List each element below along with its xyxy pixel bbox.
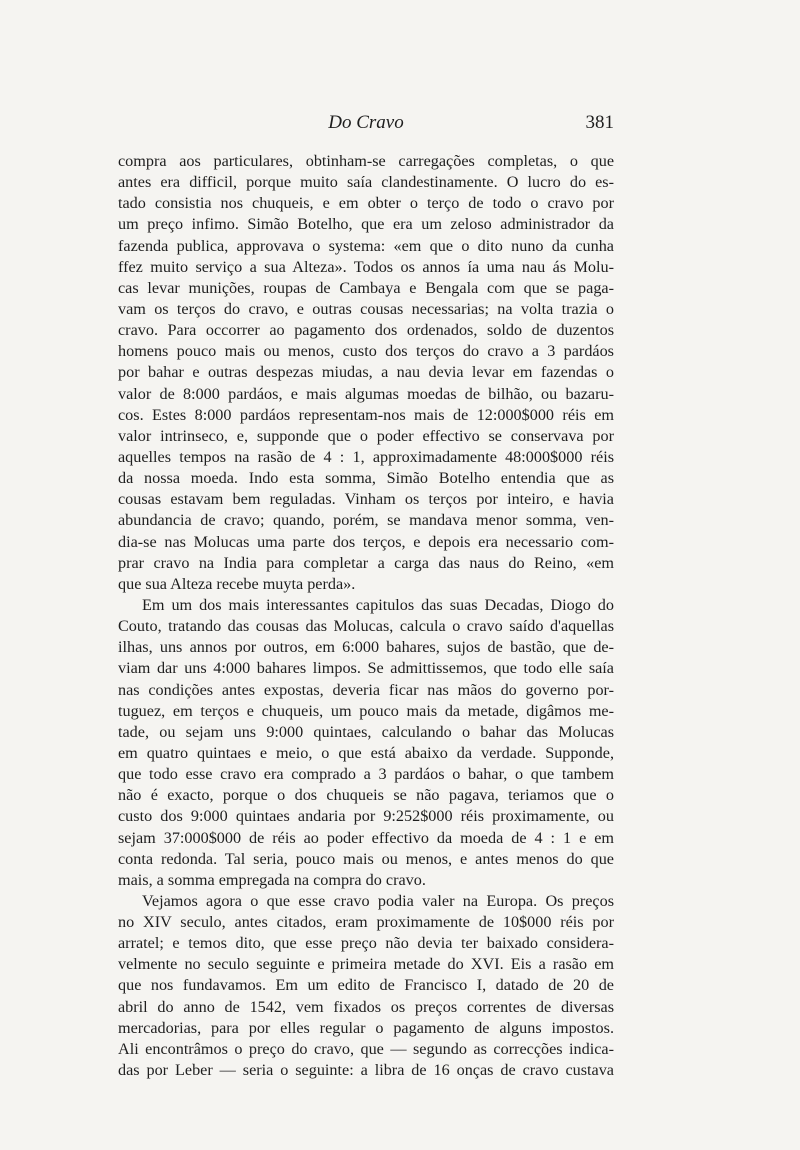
text-line: tado consistia nos chuqueis, e em obter o terço de todo o cravo por (118, 194, 614, 213)
text-line: cos. Estes 8:000 pardáos representam-nos mais de 12:000$000 réis em (118, 405, 614, 424)
text-line: custo dos 9:000 quintaes andaria por 9:252$000 réis proximamente, ou (118, 807, 614, 826)
text-line: tuguez, em terços e chuqueis, um pouco mais da metade, digâmos me- (118, 701, 614, 720)
text-line: que sua Alteza recebe muyta perda». (118, 574, 356, 593)
text-line: compra aos particulares, obtinham-se carregações completas, o que (118, 152, 614, 170)
text-line: sejam 37:000$000 de réis ao poder effectivo da moeda de 4 : 1 e em (118, 828, 614, 847)
text-line: arratel; e temos dito, que esse preço não devia ter baixado considera- (118, 934, 614, 953)
text-line: que todo esse cravo era comprado a 3 pardáos o bahar, o que tambem (118, 765, 614, 784)
body-text (118, 151, 614, 1081)
text-line: cas levar munições, roupas de Cambaya e Bengala com que se paga- (118, 278, 614, 297)
text-line: Vejamos agora o que esse cravo podia valer na Europa. Os preços (142, 891, 614, 910)
text-line: não é exacto, porque o dos chuqueis se não pagava, teriamos que o (118, 786, 614, 805)
text-line: em quatro quintaes e meio, o que está abaixo da verdade. Supponde, (118, 743, 614, 762)
text-line: dia-se nas Molucas uma parte dos terços, e depois era necessario com- (118, 532, 614, 551)
text-line: mercadorias, para por elles regular o pagamento de alguns impostos. (118, 1018, 614, 1037)
running-title: Do Cravo (328, 112, 404, 133)
text-line: por bahar e outras despezas miudas, a nau devia levar em fazendas o (118, 363, 614, 382)
text-line: valor intrinseco, e, supponde que o poder effectivo se conservava por (118, 426, 614, 445)
text-line: vam os terços do cravo, e outras cousas necessarias; na volta trazia o (118, 299, 614, 318)
text-line: abundancia de cravo; quando, porém, se mandava menor somma, ven- (118, 511, 614, 530)
text-line: tade, ou sejam uns 9:000 quintaes, calculando o bahar das Molucas (118, 722, 614, 741)
text-line: homens pouco mais ou menos, custo dos terços do cravo a 3 pardáos (118, 342, 614, 361)
text-line: das por Leber — seria o seguinte: a libra de 16 onças de cravo custava (118, 1061, 614, 1080)
text-line: da nossa moeda. Indo esta somma, Simão Botelho entendia que as (118, 469, 614, 488)
text-line: conta redonda. Tal seria, pouco mais ou menos, e antes menos do que (118, 849, 614, 868)
text-line: nas condições antes expostas, deveria ficar nas mãos do governo por- (118, 680, 614, 699)
text-line: mais, a somma empregada na compra do cravo. (118, 870, 426, 889)
text-line: Ali encontrâmos o preço do cravo, que — segundo as correcções indica- (118, 1039, 614, 1058)
text-line: abril do anno de 1542, vem fixados os preços correntes de diversas (118, 997, 614, 1016)
text-line: que nos fundavamos. Em um edito de Francisco I, datado de 20 de (118, 976, 614, 995)
text-line: ffez muito serviço a sua Alteza». Todos os annos ía uma nau ás Molu- (118, 257, 614, 276)
text-line: cousas estavam bem reguladas. Vinham os terços por inteiro, e havia (118, 490, 614, 509)
text-line: antes era difficil, porque muito saía clandestinamente. O lucro do es- (118, 173, 614, 192)
text-line: Em um dos mais interessantes capitulos das suas Decadas, Diogo do (142, 595, 614, 614)
text-line: valor de 8:000 pardáos, e mais algumas moedas de bilhão, ou bazaru- (118, 384, 614, 403)
text-line: prar cravo na India para completar a carga das naus do Reino, «em (118, 553, 614, 572)
text-line: no XIV seculo, antes citados, eram proximamente de 10$000 réis por (118, 913, 614, 932)
text-line: cravo. Para occorrer ao pagamento dos ordenados, soldo de duzentos (118, 321, 614, 340)
text-line: velmente no seculo seguinte e primeira metade do XVI. Eis a rasão em (118, 955, 614, 974)
text-line: ilhas, uns annos por outros, em 6:000 bahares, sujos de bastão, que de- (118, 638, 614, 657)
page-header (118, 112, 614, 138)
text-line: Couto, tratando das cousas das Molucas, calcula o cravo saído d'aquellas (118, 617, 614, 636)
page-number: 381 (585, 112, 614, 133)
text-line: um preço infimo. Simão Botelho, que era um zeloso administrador da (118, 215, 614, 234)
text-line: fazenda publica, approvava o systema: «em que o dito nuno da cunha (118, 236, 614, 255)
text-line: viam dar uns 4:000 bahares limpos. Se admittissemos, que todo elle saía (118, 659, 614, 678)
text-line: aquelles tempos na rasão de 4 : 1, approximadamente 48:000$000 réis (118, 447, 614, 466)
